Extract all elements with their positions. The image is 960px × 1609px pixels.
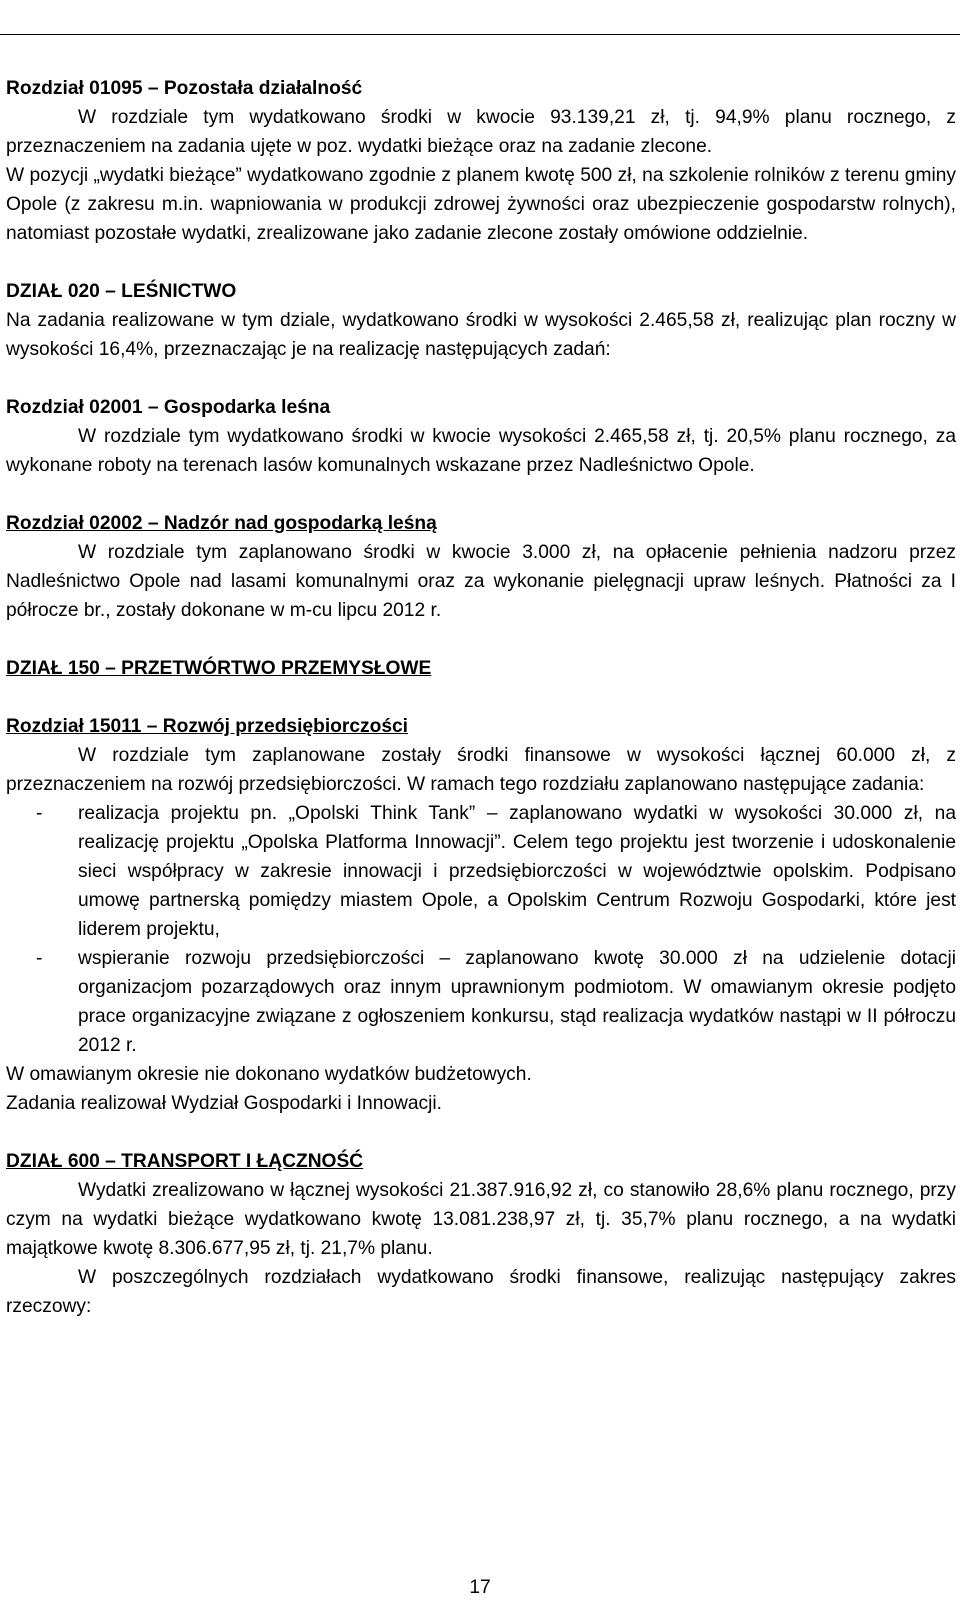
section-heading-020: DZIAŁ 020 – LEŚNICTWO bbox=[6, 281, 237, 302]
section-heading-600: DZIAŁ 600 – TRANSPORT I ŁĄCZNOŚĆ bbox=[6, 1151, 364, 1172]
list-item bbox=[6, 799, 956, 944]
list-item-text: realizacja projektu pn. „Opolski Think Tank” – zaplanowano wydatki w wysokości 30.000 zł, na realizację projektu „Opolska Platforma Innowacji”. Celem tego projektu jest tworzenie i udoskonalenie sieci współpracy w zakresie innowacji i przedsiębiorczości w województwie opolskim. Podpisano umowę partnerską pomiędzy miastem Opole, a Opolskim Centrum Rozwoju Gospodarki, które jest liderem projektu, bbox=[78, 803, 956, 940]
page-number: 17 bbox=[469, 1577, 491, 1598]
section-heading-02001: Rozdział 02001 – Gospodarka leśna bbox=[6, 397, 331, 418]
paragraph-15011-3: Zadania realizował Wydział Gospodarki i Innowacji. bbox=[6, 1093, 443, 1114]
paragraph-15011-1: W rozdziale tym zaplanowane zostały środki finansowe w wysokości łącznej 60.000 zł, z przeznaczeniem na rozwój przedsiębiorczości. W ramach tego rozdziału zaplanowano następujące zadania: bbox=[6, 745, 956, 795]
section-heading-15011: Rozdział 15011 – Rozwój przedsiębiorczości bbox=[6, 716, 408, 737]
paragraph-02002-1: W rozdziale tym zaplanowano środki w kwocie 3.000 zł, na opłacenie pełnienia nadzoru przez Nadleśnictwo Opole nad lasami komunalnymi oraz za wykonanie pielęgnacji upraw leśnych. Płatności za I półrocze br., zostały dokonane w m-cu lipcu 2012 r. bbox=[6, 542, 956, 621]
section-heading-01095: Rozdział 01095 – Pozostała działalność bbox=[6, 78, 363, 99]
paragraph-01095-1: W rozdziale tym wydatkowano środki w kwocie 93.139,21 zł, tj. 94,9% planu rocznego, z przeznaczeniem na zadania ujęte w poz. wydatki bieżące oraz na zadanie zlecone. bbox=[6, 107, 956, 157]
paragraph-600-2: W poszczególnych rozdziałach wydatkowano środki finansowe, realizując następujący zakres rzeczowy: bbox=[6, 1267, 956, 1317]
list-item bbox=[6, 944, 956, 1060]
list-dash: - bbox=[36, 803, 43, 824]
task-list bbox=[6, 799, 956, 1060]
header-rule bbox=[0, 34, 960, 35]
document-body bbox=[6, 74, 956, 1321]
list-item-text: wspieranie rozwoju przedsiębiorczości – zaplanowano kwotę 30.000 zł na udzielenie dotacji organizacjom pozarządowych oraz innym uprawnionym podmiotom. W omawianym okresie podjęto prace organizacyjne związane z ogłoszeniem konkursu, stąd realizacja wydatków nastąpi w II półroczu 2012 r. bbox=[78, 948, 956, 1056]
running-header: Informacja o przebiegu wykonania budżetu miasta Opola za I półrocze 2012 r. bbox=[204, 5, 756, 22]
list-dash: - bbox=[36, 948, 43, 969]
paragraph-020-1: Na zadania realizowane w tym dziale, wydatkowano środki w wysokości 2.465,58 zł, realizując plan roczny w wysokości 16,4%, przeznaczając je na realizację następujących zadań: bbox=[6, 310, 956, 360]
paragraph-02001-1: W rozdziale tym wydatkowano środki w kwocie wysokości 2.465,58 zł, tj. 20,5% planu rocznego, za wykonane roboty na terenach lasów komunalnych wskazane przez Nadleśnictwo Opole. bbox=[6, 426, 956, 476]
paragraph-15011-2: W omawianym okresie nie dokonano wydatków budżetowych. bbox=[6, 1064, 532, 1085]
paragraph-600-1: Wydatki zrealizowano w łącznej wysokości 21.387.916,92 zł, co stanowiło 28,6% planu rocznego, przy czym na wydatki bieżące wydatkowano kwotę 13.081.238,97 zł, tj. 35,7% planu rocznego, a na wydatki majątkowe kwotę 8.306.677,95 zł, tj. 21,7% planu. bbox=[6, 1180, 956, 1259]
paragraph-01095-2: W pozycji „wydatki bieżące” wydatkowano zgodnie z planem kwotę 500 zł, na szkolenie rolników z terenu gminy Opole (z zakresu m.in. wapniowania w produkcji zdrowej żywności oraz ubezpieczenie gospodarstw rolnych), natomiast pozostałe wydatki, zrealizowane jako zadanie zlecone zostały omówione oddzielnie. bbox=[6, 165, 956, 244]
section-heading-150: DZIAŁ 150 – PRZETWÓRTWO PRZEMYSŁOWE bbox=[6, 658, 432, 679]
section-heading-02002: Rozdział 02002 – Nadzór nad gospodarką leśną bbox=[6, 513, 437, 534]
